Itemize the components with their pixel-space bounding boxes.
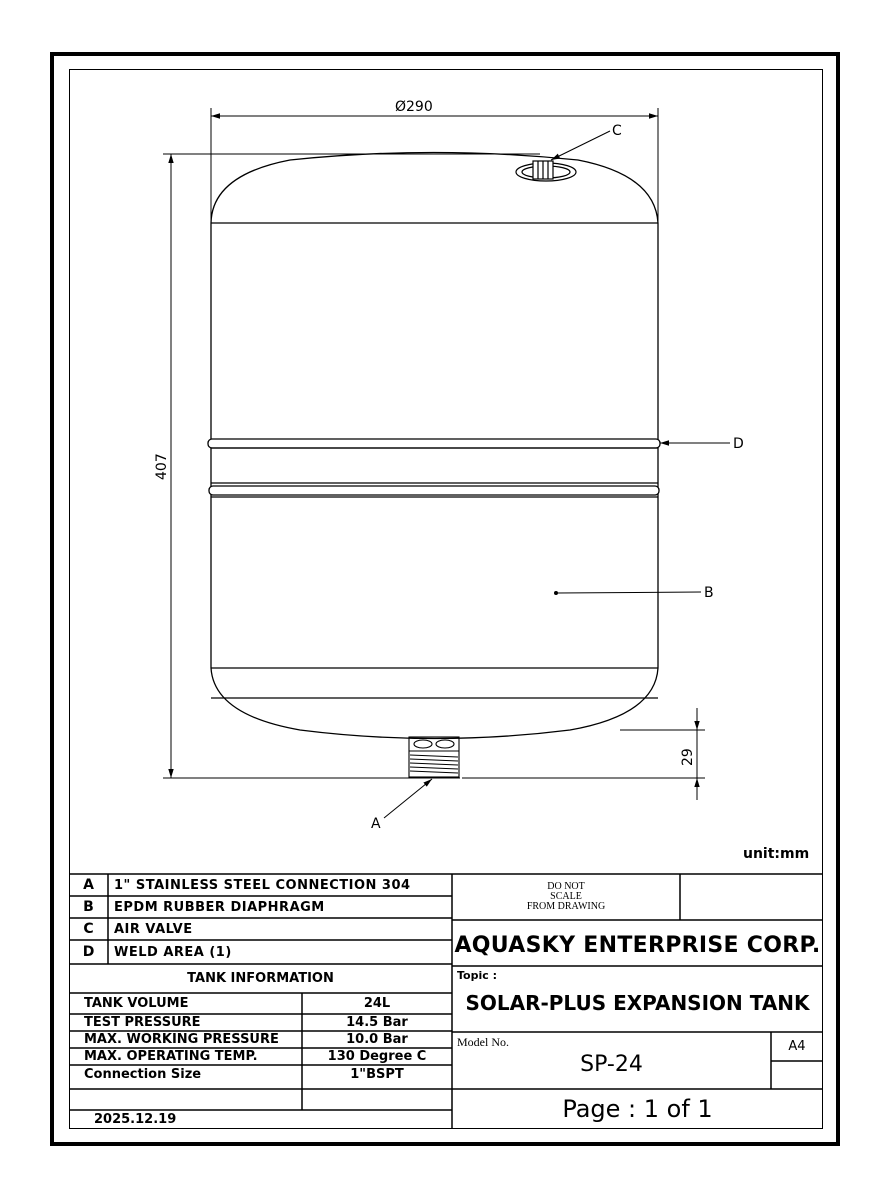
callout-d-label: D	[733, 436, 744, 452]
connection-size-label: Connection Size	[84, 1066, 202, 1082]
model-label: Model No.	[457, 1034, 509, 1049]
do-not-scale-note	[452, 874, 680, 920]
max-working-pressure-label: MAX. WORKING PRESSURE	[84, 1032, 279, 1047]
part-c-description: AIR VALVE	[114, 921, 193, 937]
unit-label: unit:mm	[743, 846, 810, 862]
part-d-description: WELD AREA (1)	[114, 944, 232, 960]
callout-a-label: A	[371, 816, 381, 832]
part-b-letter: B	[83, 899, 94, 915]
page-indicator: Page : 1 of 1	[562, 1095, 713, 1123]
outlet-label: 29	[680, 748, 696, 766]
height-label: 407	[154, 453, 170, 480]
topic-label: Topic :	[457, 968, 497, 982]
topic-title: SOLAR-PLUS EXPANSION TANK	[465, 991, 810, 1015]
tank-volume-label: TANK VOLUME	[84, 996, 189, 1011]
do-not-scale-line-1: DO NOT	[547, 881, 585, 892]
do-not-scale-line-2: SCALE	[550, 891, 582, 902]
test-pressure-label: TEST PRESSURE	[84, 1015, 201, 1030]
diameter-label: Ø290	[395, 99, 433, 115]
max-operating-temp-label: MAX. OPERATING TEMP.	[84, 1049, 258, 1064]
connection-size-value: 1"BSPT	[350, 1066, 404, 1082]
callout-b-label: B	[704, 585, 714, 601]
max-operating-temp-value: 130 Degree C	[327, 1049, 427, 1064]
company-name: AQUASKY ENTERPRISE CORP.	[454, 932, 821, 958]
part-a-description: 1" STAINLESS STEEL CONNECTION 304	[114, 877, 411, 893]
part-b-description: EPDM RUBBER DIAPHRAGM	[114, 899, 325, 915]
part-c-letter: C	[83, 921, 94, 937]
drawing-date: 2025.12.19	[94, 1112, 177, 1127]
tank-volume-value: 24L	[363, 996, 391, 1011]
test-pressure-value: 14.5 Bar	[346, 1015, 408, 1030]
sheet-size: A4	[788, 1039, 806, 1054]
part-d-letter: D	[82, 944, 95, 960]
tank-info-heading: TANK INFORMATION	[187, 971, 334, 986]
do-not-scale-line-3: FROM DRAWING	[526, 901, 606, 912]
model-number: SP-24	[580, 1051, 643, 1077]
part-a-letter: A	[83, 877, 94, 893]
callout-c-label: C	[612, 123, 622, 139]
max-working-pressure-value: 10.0 Bar	[346, 1032, 408, 1047]
